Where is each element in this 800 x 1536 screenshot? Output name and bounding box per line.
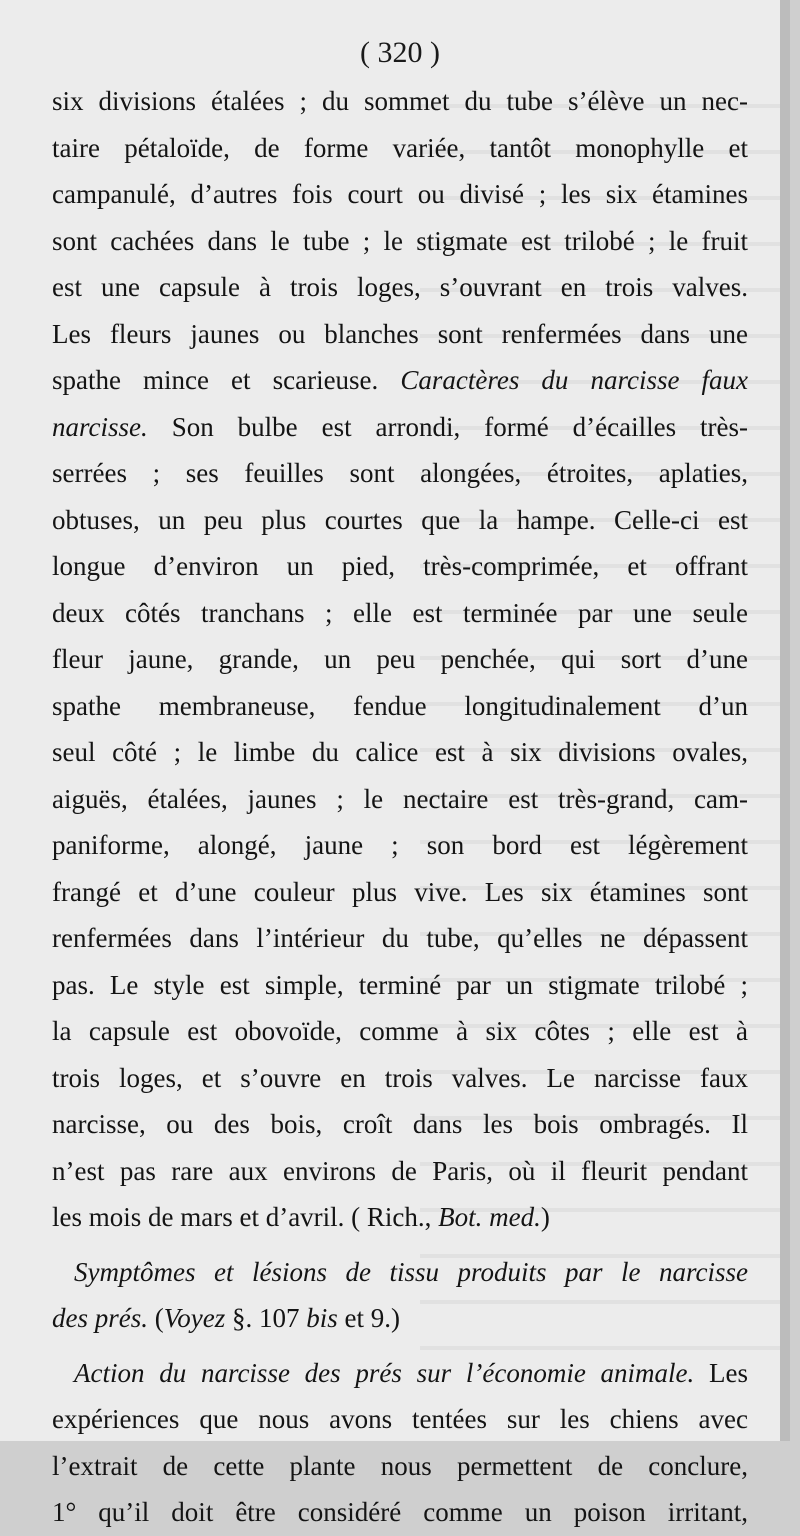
italic-heading: Caractères du narcisse faux	[400, 365, 748, 395]
italic-heading-line	[52, 1249, 748, 1296]
text-run: §. 107	[225, 1303, 307, 1333]
text-line: la capsule est obovoïde, comme à six côtes ; elle est à	[52, 1016, 748, 1046]
italic-reference: Bot. med.	[438, 1202, 541, 1232]
text-line: aiguës, étalées, jaunes ; le nectaire est très-grand, cam-	[52, 783, 748, 814]
italic-reference: bis	[306, 1303, 338, 1333]
text-line: expériences que nous avons tentées sur les chiens avec	[52, 1404, 748, 1434]
text-run: Son bulbe est arrondi, formé d’écailles très-	[171, 411, 749, 442]
text-line: six divisions étalées ; du sommet du tube s’élève un nec-	[52, 86, 748, 116]
text-line: pas. Le style est simple, terminé par un stigmate trilobé ;	[52, 969, 748, 1000]
text-line: paniforme, alongé, jaune ; son bord est légèrement	[52, 830, 748, 860]
text-line: Les fleurs jaunes ou blanches sont renfermées dans une	[52, 318, 748, 349]
text-line: trois loges, et s’ouvre en trois valves. Le narcisse faux	[52, 1062, 748, 1093]
paragraph-gap	[52, 1342, 748, 1350]
text-line-mixed	[52, 1350, 748, 1397]
text-run: spathe mince et scarieuse.	[52, 365, 379, 395]
text-line: seul côté ; le limbe du calice est à six divisions ovales,	[52, 737, 748, 767]
text-line: campanulé, d’autres fois court ou divisé ; les six étamines	[52, 179, 748, 209]
text-line: sont cachées dans le tube ; le stigmate est trilobé ; le fruit	[52, 225, 748, 256]
text-line-mixed	[52, 1295, 748, 1342]
text-line: deux côtés tranchans ; elle est terminée par une seule	[52, 597, 748, 628]
text-run: Les	[694, 1357, 748, 1388]
italic-heading: Symptômes et lésions de tissu produits par le narcisse	[74, 1256, 748, 1287]
text-line: narcisse, ou des bois, croît dans les bois ombragés. Il	[52, 1109, 748, 1139]
paragraph-gap	[52, 1241, 748, 1249]
text-line-mixed	[52, 357, 748, 404]
text-line: est une capsule à trois loges, s’ouvrant en trois valves.	[52, 272, 748, 302]
text-line: taire pétaloïde, de forme variée, tantôt monophylle et	[52, 132, 748, 163]
italic-heading: narcisse.	[52, 411, 148, 442]
text-line-mixed	[52, 1194, 748, 1241]
italic-heading: des prés.	[52, 1303, 148, 1333]
text-line: 1° qu’il doit être considéré comme un poison irritant,	[52, 1497, 748, 1527]
text-run: (	[148, 1303, 164, 1333]
text-line: n’est pas rare aux environs de Paris, où il fleurit pendant	[52, 1155, 748, 1186]
text-line-mixed	[52, 404, 748, 451]
page-edge	[780, 0, 790, 1441]
text-line: obtuses, un peu plus courtes que la hampe. Celle-ci est	[52, 504, 748, 535]
page-number: ( 320 )	[360, 36, 440, 69]
text-line: frangé et d’une couleur plus vive. Les six étamines sont	[52, 876, 748, 907]
italic-heading: Action du narcisse des prés sur l’économie animale.	[74, 1357, 695, 1388]
text-run: )	[540, 1202, 550, 1232]
text-line: l’extrait de cette plante nous permettent de conclure,	[52, 1450, 748, 1481]
text-run: et 9.)	[337, 1303, 400, 1333]
italic-reference: Voyez	[163, 1303, 226, 1333]
body-text	[52, 78, 748, 1536]
text-line: longue d’environ un pied, très-comprimée, et offrant	[52, 551, 748, 581]
text-line: serrées ; ses feuilles sont alongées, étroites, aplaties,	[52, 458, 748, 488]
text-line: renfermées dans l’intérieur du tube, qu’elles ne dépassent	[52, 923, 748, 953]
text-line: fleur jaune, grande, un peu penchée, qui sort d’une	[52, 644, 748, 674]
text-line: spathe membraneuse, fendue longitudinalement d’un	[52, 690, 748, 721]
text-run: les mois de mars et d’avril. ( Rich.,	[52, 1202, 439, 1232]
